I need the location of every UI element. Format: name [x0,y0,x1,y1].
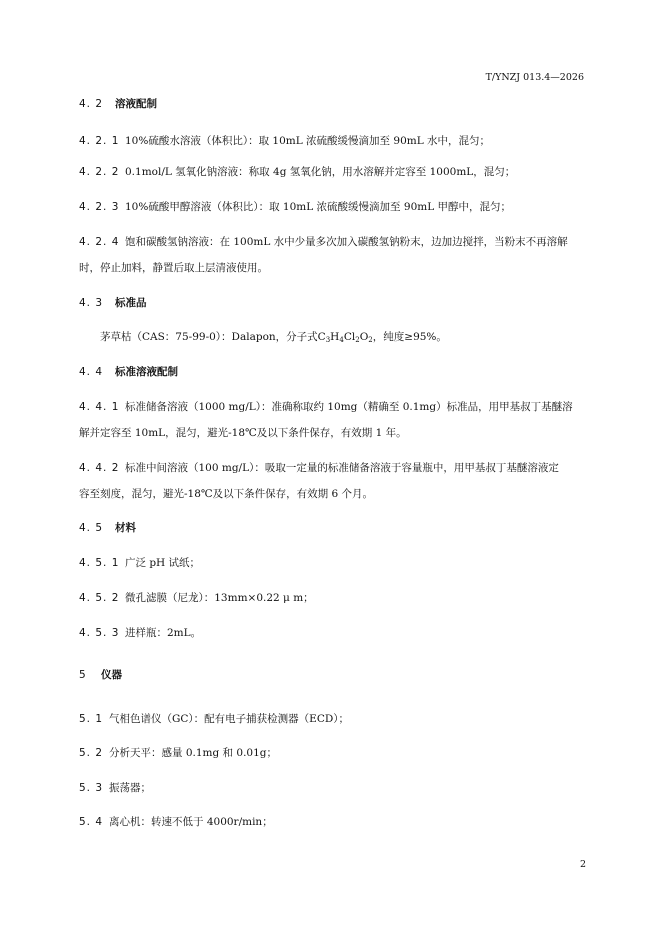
clause-text: 10%硫酸水溶液（体积比）：取 10mL 浓硫酸缓慢滴加至 90mL 水中，混匀； [125,135,491,147]
clause-number: 4. 2. 3 [79,201,120,213]
clause-number: 4. 4. 2 [79,462,120,474]
clause-text: 振荡器； [109,782,151,794]
clause-4-4-1-line2: 解并定容至 10mL，混匀，避光-18℃及以下条件保存，有效期 1 年。 [79,427,407,439]
clause-text: 广泛 pH 试纸； [125,557,201,569]
formula-subscript: 4 [339,336,344,344]
section-number: 5 [79,669,87,681]
section-number: 4. 4 [79,366,104,378]
clause-4-5-1 [79,557,587,570]
clause-text: 饱和碳酸氢钠溶液：在 100mL 水中少量多次加入碳酸氢钠粉末，边加边搅拌，当粉末不再溶解 [125,236,568,248]
formula-subscript: 2 [355,336,360,344]
clause-4-2-1 [79,135,587,148]
clause-4-4-1-line1 [79,401,587,414]
clause-number: 4. 5. 1 [79,557,120,569]
clause-5-4 [79,816,587,829]
clause-5-2 [79,747,587,760]
formula-part: H [330,331,340,343]
section-heading-4-5 [79,522,587,535]
clause-4-5-2 [79,592,587,605]
clause-number: 5. 1 [79,713,104,725]
section-title: 标准溶液配制 [115,366,178,378]
clause-text: 0.1mol/L 氢氧化钠溶液：称取 4g 氢氧化钠，用水溶解并定容至 1000mL，混匀； [125,166,516,178]
section-title: 仪器 [101,669,122,681]
formula-part: O [359,331,369,343]
clause-text: 10%硫酸甲醇溶液（体积比）：取 10mL 浓硫酸缓慢滴加至 90mL 甲醇中，混匀； [125,201,512,213]
clause-4-4-2-line1 [79,462,587,475]
clause-text: 微孔滤膜（尼龙）：13mm×0.22 μ m； [125,592,314,604]
section-title: 溶液配制 [115,98,157,110]
clause-text: 标准中间溶液（100 mg/L）：吸取一定量的标准储备溶液于容量瓶中，用甲基叔丁基醚溶液定 [125,462,559,474]
clause-number: 5. 3 [79,782,104,794]
formula-part: Cl [343,331,356,343]
clause-number: 5. 4 [79,816,104,828]
clause-text: 分析天平：感量 0.1mg 和 0.01g； [109,747,277,759]
clause-4-2-3 [79,201,587,214]
section-heading-4-3 [79,297,587,310]
standard-text-part: ，纯度≥95%。 [372,331,447,343]
section-number: 4. 2 [79,98,104,110]
clause-4-2-4-line1 [79,236,587,249]
section-heading-4-2 [79,98,587,111]
clause-number: 4. 4. 1 [79,401,120,413]
formula-subscript: 2 [368,336,373,344]
formula-subscript: 3 [325,336,331,344]
clause-number: 4. 5. 3 [79,627,120,639]
standard-substance-text [100,331,608,344]
section-title: 标准品 [115,297,147,309]
clause-5-1 [79,713,587,726]
clause-number: 4. 2. 1 [79,135,120,147]
clause-number: 4. 2. 2 [79,166,120,178]
clause-text: 标准储备溶液（1000 mg/L）：准确称取约 10mg（精确至 0.1mg）标准品，用甲基叔丁基醚溶 [125,401,573,413]
clause-text: 进样瓶：2mL。 [125,627,202,639]
clause-4-5-3 [79,627,587,640]
clause-5-3 [79,782,587,795]
clause-4-4-2-line2: 容至刻度，混匀，避光-18℃及以下条件保存，有效期 6 个月。 [79,488,374,500]
clause-text: 气相色谱仪（GC）：配有电子捕获检测器（ECD）； [109,713,350,725]
section-number: 4. 5 [79,522,104,534]
clause-number: 5. 2 [79,747,104,759]
page-number: 2 [579,859,586,870]
section-title: 材料 [115,522,136,534]
section-heading-5 [79,669,587,682]
section-heading-4-4 [79,366,587,379]
clause-4-2-2 [79,166,587,179]
document-code-header: T/YNZJ 013.4—2026 [485,72,584,83]
section-number: 4. 3 [79,297,104,309]
standard-text-part: 茅草枯（CAS：75-99-0）：Dalapon，分子式C [100,331,326,343]
clause-text: 离心机：转速不低于 4000r/min； [109,816,273,828]
clause-number: 4. 2. 4 [79,236,120,248]
clause-4-2-4-line2: 时，停止加料，静置后取上层清液使用。 [79,262,268,274]
clause-number: 4. 5. 2 [79,592,120,604]
